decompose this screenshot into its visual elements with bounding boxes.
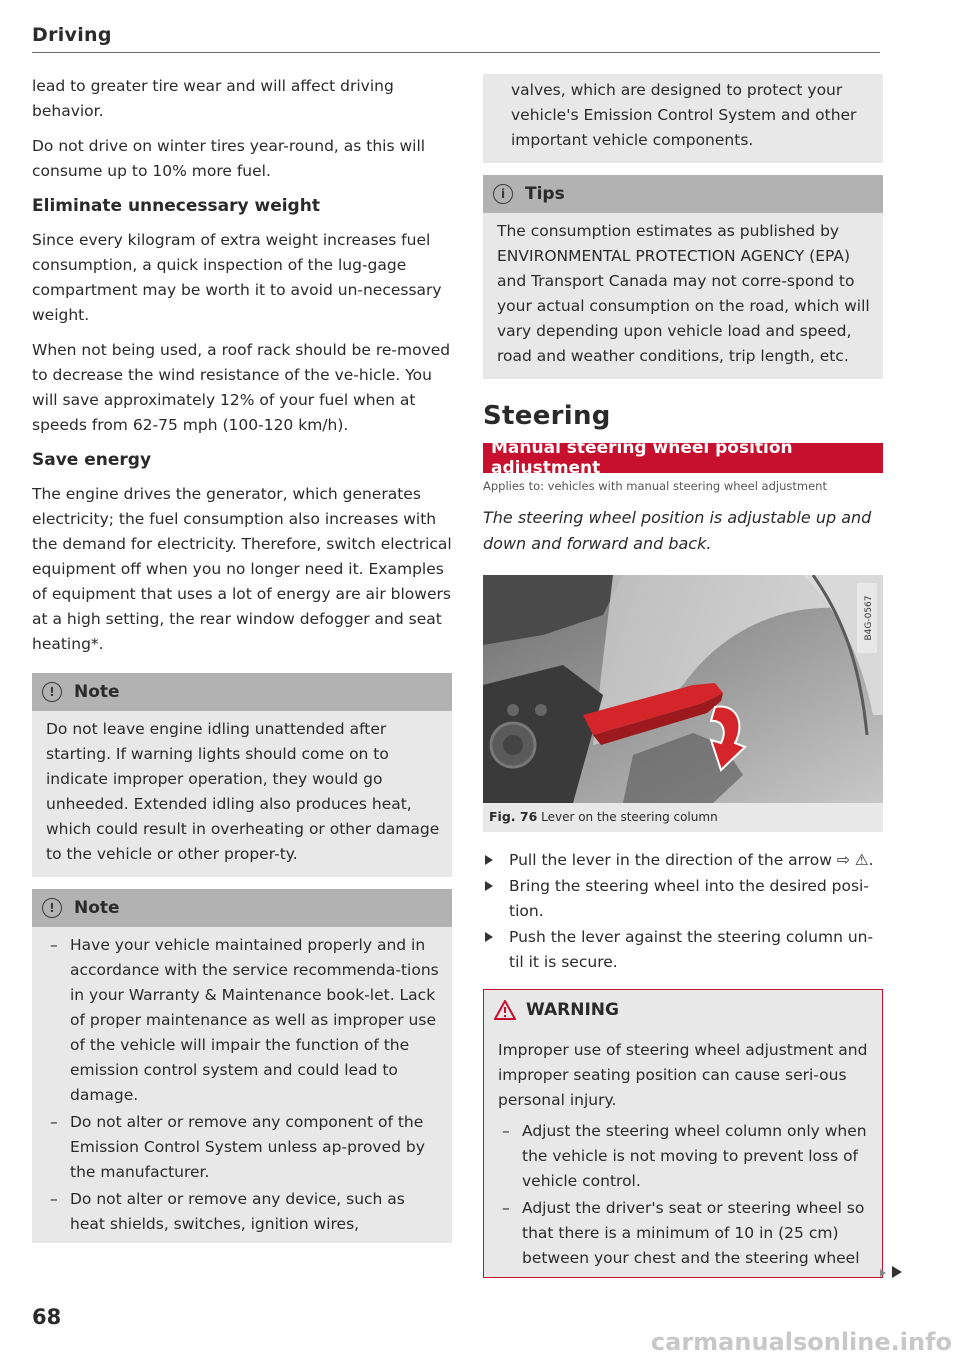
step-text: Pull the lever in the direction of the arrow ⇨ ⚠. <box>509 851 874 869</box>
tips-title: Tips <box>525 184 565 204</box>
warning-box <box>483 989 883 1278</box>
list-item: – Adjust the driver's seat or steering wheel so that there is a minimum of 10 in (25 cm) between your chest and the steering wheel <box>498 1196 872 1271</box>
triangle-bullet-icon <box>485 881 493 891</box>
left-column <box>32 74 452 1243</box>
figure-code: B4G-0567 <box>864 595 874 641</box>
note-text: Do not leave engine idling unattended after starting. If warning lights should come on to indicate improper operation, they would go unheeded. Extended idling also produces heat, which could result in overheating or other damage to the vehicle or other proper-ty. <box>46 720 440 863</box>
note-title: Note <box>74 682 120 702</box>
figure-label: Fig. 76 <box>489 809 538 824</box>
intro-text: The steering wheel position is adjustable up and down and forward and back. <box>483 508 872 553</box>
list-item: – Have your vehicle maintained properly and in accordance with the service recommenda-tions in your Warranty & Maintenance book-let. Lack of proper maintenance as well as improper use of the vehicle will impair the function of the emission control system and could lead to damage. <box>46 933 442 1108</box>
tips-body <box>483 213 883 379</box>
step-item <box>483 874 883 924</box>
steps-list <box>483 848 883 975</box>
subsection-title-band: Manual steering wheel position adjustment <box>483 443 883 473</box>
note-continuation-body <box>483 74 883 163</box>
right-column <box>483 74 883 1278</box>
paragraph-energy: The engine drives the generator, which generates electricity; the fuel consumption also increases with the demand for electricity. Therefore, switch electrical equipment off when you no longer need it. Examples of equipment that uses a lot of energy are air blowers at a high setting, the rear window defogger and seat heating*. <box>32 485 452 653</box>
step-item <box>483 848 883 873</box>
paragraph-winter-tires: Do not drive on winter tires year-round, as this will consume up to 10% more fuel. <box>32 137 426 180</box>
warning-list <box>498 1119 872 1271</box>
triangle-bullet-icon <box>485 932 493 942</box>
triangle-bullet-icon <box>485 855 493 865</box>
note-continuation-text: valves, which are designed to protect your vehicle's Emission Control System and other important vehicle components. <box>511 81 857 149</box>
note-box-maintenance <box>32 889 452 1243</box>
step-text: Push the lever against the steering column un-til it is secure. <box>509 928 874 971</box>
note-list <box>46 933 442 1237</box>
paragraph-weight: Since every kilogram of extra weight increases fuel consumption, a quick inspection of the lug-gage compartment may be worth it to avoid un-necessary weight. <box>32 231 442 324</box>
figure-76 <box>483 575 883 832</box>
tips-text: The consumption estimates as published by ENVIRONMENTAL PROTECTION AGENCY (EPA) and Transport Canada may not corre-spond to your actual consumption on the road, which will vary depending upon vehicle load and speed, road and weather conditions, trip length, etc. <box>497 222 870 365</box>
note-box-body <box>32 927 452 1243</box>
tips-header <box>483 175 883 213</box>
note-title: Note <box>74 898 120 918</box>
list-item: – Adjust the steering wheel column only when the vehicle is not moving to prevent loss of vehicle control. <box>498 1119 872 1194</box>
note-box-header <box>32 673 452 711</box>
list-item: – Do not alter or remove any device, such as heat shields, switches, ignition wires, <box>46 1187 442 1237</box>
warning-text: Improper use of steering wheel adjustment and improper seating position can cause seri-ous personal injury. <box>498 1041 868 1109</box>
heading-eliminate-weight: Eliminate unnecessary weight <box>32 196 320 216</box>
warning-triangle-icon <box>494 1000 516 1020</box>
paragraph-roof-rack: When not being used, a roof rack should be re-moved to decrease the wind resistance of the ve-hicle. You will save approximately 12% of your fuel when at speeds from 62-75 mph (100-120 km/h). <box>32 341 451 434</box>
step-text: Bring the steering wheel into the desired posi-tion. <box>509 877 869 920</box>
warning-header <box>484 990 882 1030</box>
paragraph-tire-wear: lead to greater tire wear and will affect driving behavior. <box>32 77 394 120</box>
steering-lever-illustration <box>483 575 883 803</box>
warning-title: WARNING <box>526 1000 619 1020</box>
list-item: – Do not alter or remove any component of the Emission Control System unless ap-proved by the manufacturer. <box>46 1110 442 1185</box>
note-continuation-box <box>483 74 883 163</box>
continue-arrow-icon <box>892 1266 902 1278</box>
header-divider <box>32 52 880 53</box>
page-number: 68 <box>32 1305 62 1329</box>
watermark: carmanualsonline.info <box>650 1328 952 1356</box>
note-info-icon: ! <box>42 898 62 918</box>
note-box-body <box>32 711 452 877</box>
section-title-steering: Steering <box>483 401 611 431</box>
warning-body <box>484 1030 882 1277</box>
note-box-idling <box>32 673 452 877</box>
note-info-icon: ! <box>42 682 62 702</box>
note-box-header <box>32 889 452 927</box>
applies-to-text: Applies to: vehicles with manual steering wheel adjustment <box>483 479 827 493</box>
page-section-title: Driving <box>32 24 112 46</box>
info-icon: i <box>493 184 513 204</box>
tips-box <box>483 175 883 379</box>
figure-caption-text: Lever on the steering column <box>541 810 718 824</box>
step-item <box>483 925 883 975</box>
continue-arrow-icon <box>880 1269 886 1277</box>
figure-caption <box>483 803 883 830</box>
heading-save-energy: Save energy <box>32 450 152 470</box>
